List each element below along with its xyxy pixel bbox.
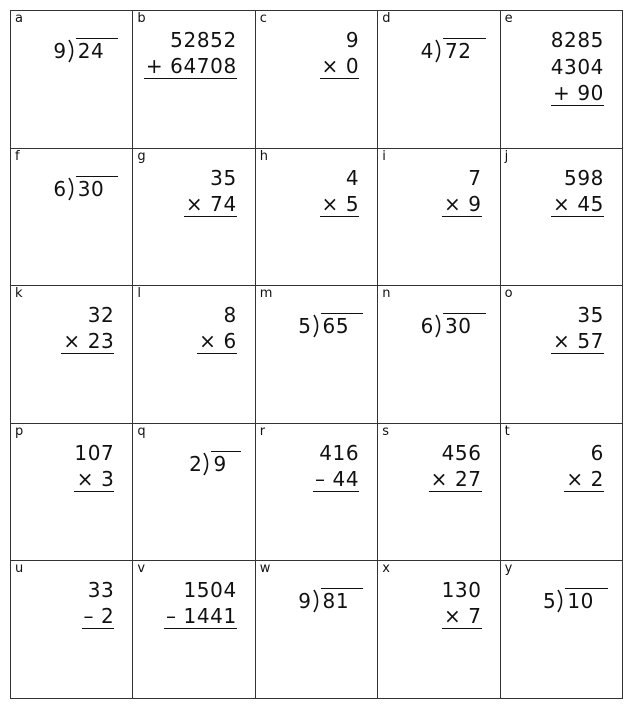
division-bracket-icon (557, 589, 565, 613)
division-bracket-icon (313, 314, 321, 338)
arithmetic-problem (197, 302, 237, 354)
division-bracket-icon (68, 177, 76, 201)
operator-operand: – 2 (83, 604, 115, 629)
long-division-problem (298, 313, 363, 338)
division-bracket-icon (435, 314, 443, 338)
division-bracket-icon (203, 452, 211, 476)
problem-cell-g (133, 149, 255, 287)
dividend: 24 (76, 38, 119, 63)
divisor: 6 (420, 314, 434, 339)
divisor: 6 (53, 176, 67, 201)
problem-cell-t (501, 424, 623, 562)
operator-operand: × 57 (553, 329, 604, 354)
problem-cell-n (378, 286, 500, 424)
operator-operand: × 0 (321, 54, 360, 78)
operand: 6 (590, 440, 604, 465)
problem-letter: p (15, 423, 24, 439)
operator-operand: – 1441 (165, 604, 237, 629)
operand: 598 (564, 165, 604, 190)
operand: 35 (210, 165, 237, 190)
problem-letter: l (137, 286, 142, 302)
problem-cell-c (256, 11, 378, 149)
problem-letter: t (504, 423, 510, 439)
problem-letter: u (15, 561, 24, 577)
problem-cell-u (11, 561, 133, 699)
operand: 32 (87, 303, 115, 328)
divisor: 4 (420, 39, 434, 63)
arithmetic-problem (551, 27, 604, 106)
problem-cell-j (501, 149, 623, 287)
problem-cell-b (133, 11, 255, 149)
arithmetic-problem (564, 440, 604, 492)
arithmetic-problem (74, 440, 114, 492)
arithmetic-problem (82, 577, 115, 629)
operator-operand: + 90 (551, 81, 604, 106)
problem-cell-r (256, 424, 378, 562)
operator-operand: × 2 (566, 466, 604, 491)
long-division-problem (421, 313, 486, 338)
long-division-problem (53, 176, 118, 201)
problem-cell-s (378, 424, 500, 562)
operator-operand: × 3 (74, 467, 114, 492)
operator-operand: × 7 (442, 604, 482, 629)
operand: 4 (345, 165, 360, 190)
divisor: 5 (298, 314, 312, 339)
problem-letter: g (137, 148, 146, 164)
problem-letter: s (382, 423, 389, 439)
problem-letter: f (15, 148, 20, 164)
long-division-problem (543, 588, 608, 613)
operand: 1504 (183, 578, 237, 603)
problem-cell-w (256, 561, 378, 699)
problem-letter: r (259, 423, 266, 439)
divisor: 2 (189, 451, 203, 476)
operator-operand: × 45 (553, 191, 604, 216)
operator-operand: + 64708 (145, 54, 237, 78)
division-bracket-icon (435, 39, 443, 63)
problem-cell-e (501, 11, 623, 149)
problem-letter: m (259, 286, 273, 302)
operand: 456 (441, 440, 482, 465)
operator-operand: × 27 (430, 466, 482, 491)
arithmetic-problem (442, 165, 482, 217)
problem-letter: b (137, 11, 146, 26)
operator-operand: × 5 (321, 191, 360, 216)
problem-letter: j (504, 148, 509, 164)
arithmetic-problem (320, 165, 360, 217)
operand: 130 (441, 578, 482, 603)
dividend: 65 (321, 313, 364, 338)
long-division-problem (189, 451, 241, 476)
arithmetic-problem (313, 440, 359, 492)
operator-operand: – 44 (314, 466, 360, 491)
dividend: 81 (321, 588, 364, 613)
operand: 52852 (170, 28, 237, 52)
worksheet-grid (10, 10, 623, 699)
problem-letter: y (504, 561, 513, 577)
divisor: 9 (53, 39, 67, 63)
operator-operand: × 9 (443, 191, 482, 216)
problem-cell-h (256, 149, 378, 287)
dividend: 10 (565, 588, 608, 613)
operand: 107 (74, 440, 115, 465)
problem-cell-i (378, 149, 500, 287)
problem-cell-f (11, 149, 133, 287)
divisor: 9 (298, 589, 312, 614)
problem-letter: a (15, 11, 23, 26)
arithmetic-problem (551, 302, 604, 354)
divisor: 5 (543, 589, 557, 614)
problem-letter: c (259, 11, 267, 26)
operand: 7 (468, 165, 482, 190)
dividend: 72 (443, 38, 486, 63)
problem-letter: n (382, 286, 391, 302)
problem-letter: e (504, 11, 513, 26)
operator-operand: × 6 (199, 329, 237, 354)
dividend: 30 (443, 313, 486, 338)
problem-letter: o (504, 286, 513, 302)
operator-operand: × 74 (185, 191, 237, 216)
dividend: 30 (76, 176, 119, 201)
dividend: 9 (211, 451, 240, 476)
problem-cell-x (378, 561, 500, 699)
problem-cell-k (11, 286, 133, 424)
problem-cell-m (256, 286, 378, 424)
arithmetic-problem (61, 302, 114, 354)
arithmetic-problem (164, 577, 237, 629)
problem-cell-y (501, 561, 623, 699)
problem-cell-o (501, 286, 623, 424)
problem-cell-v (133, 561, 255, 699)
long-division-problem (298, 588, 363, 613)
operand: 4304 (550, 55, 604, 79)
problem-letter: w (259, 561, 271, 577)
operand: 8285 (550, 28, 604, 52)
operand: 9 (345, 28, 360, 52)
operand: 416 (319, 440, 360, 465)
arithmetic-problem (551, 165, 604, 217)
arithmetic-problem (429, 440, 482, 492)
operand: 8 (223, 303, 237, 328)
problem-letter: h (259, 148, 269, 164)
long-division-problem (53, 38, 118, 63)
problem-letter: x (382, 561, 390, 577)
problem-letter: v (137, 561, 146, 577)
division-bracket-icon (68, 39, 76, 63)
problem-letter: q (137, 423, 146, 439)
problem-cell-q (133, 424, 255, 562)
problem-letter: k (15, 286, 23, 302)
arithmetic-problem (442, 577, 482, 629)
operand: 33 (87, 578, 115, 603)
long-division-problem (421, 38, 486, 63)
problem-cell-l (133, 286, 255, 424)
problem-cell-p (11, 424, 133, 562)
arithmetic-problem (184, 165, 237, 217)
problem-letter: d (382, 11, 391, 26)
operand: 35 (577, 303, 604, 328)
problem-cell-d (378, 11, 500, 149)
division-bracket-icon (313, 589, 321, 613)
operator-operand: × 23 (63, 329, 115, 354)
problem-letter: i (382, 148, 386, 164)
arithmetic-problem (144, 27, 237, 79)
problem-cell-a (11, 11, 133, 149)
arithmetic-problem (320, 27, 360, 79)
